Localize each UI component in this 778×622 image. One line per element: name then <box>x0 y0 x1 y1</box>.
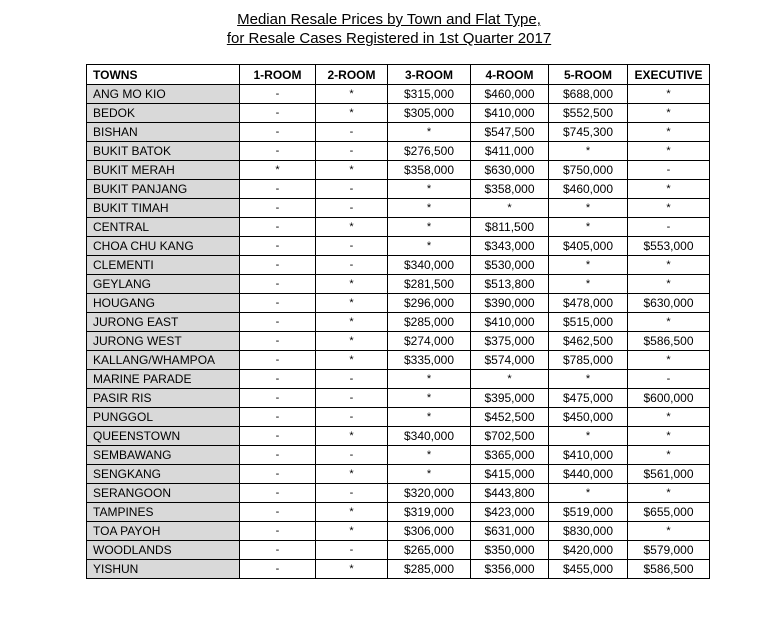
price-cell-executive: $561,000 <box>628 465 710 484</box>
price-cell-1-room: - <box>240 351 316 370</box>
price-cell-5-room: $552,500 <box>549 104 628 123</box>
price-cell-5-room: $830,000 <box>549 522 628 541</box>
town-name-cell: JURONG EAST <box>87 313 240 332</box>
price-cell-2-room: - <box>316 389 388 408</box>
price-cell-1-room: - <box>240 142 316 161</box>
price-cell-2-room: * <box>316 313 388 332</box>
price-cell-2-room: - <box>316 199 388 218</box>
table-row <box>87 85 710 104</box>
price-cell-3-room: * <box>388 408 471 427</box>
table-row <box>87 180 710 199</box>
price-cell-executive: $586,500 <box>628 560 710 579</box>
price-cell-1-room: - <box>240 180 316 199</box>
price-cell-2-room: * <box>316 503 388 522</box>
price-cell-3-room: $274,000 <box>388 332 471 351</box>
price-cell-1-room: - <box>240 199 316 218</box>
table-body <box>87 85 710 579</box>
price-cell-5-room: $478,000 <box>549 294 628 313</box>
price-cell-5-room: * <box>549 142 628 161</box>
price-cell-4-room: * <box>471 199 549 218</box>
table-row <box>87 237 710 256</box>
price-cell-executive: * <box>628 313 710 332</box>
price-cell-executive: * <box>628 142 710 161</box>
price-cell-3-room: $276,500 <box>388 142 471 161</box>
town-name-cell: WOODLANDS <box>87 541 240 560</box>
column-header-3-room: 3-ROOM <box>388 65 471 85</box>
price-cell-3-room: * <box>388 237 471 256</box>
price-cell-1-room: * <box>240 161 316 180</box>
column-header-1-room: 1-ROOM <box>240 65 316 85</box>
town-name-cell: BISHAN <box>87 123 240 142</box>
town-name-cell: HOUGANG <box>87 294 240 313</box>
table-row <box>87 446 710 465</box>
price-cell-4-room: $395,000 <box>471 389 549 408</box>
town-name-cell: KALLANG/WHAMPOA <box>87 351 240 370</box>
price-cell-1-room: - <box>240 313 316 332</box>
price-cell-4-room: $411,000 <box>471 142 549 161</box>
price-cell-3-room: * <box>388 218 471 237</box>
table-row <box>87 161 710 180</box>
price-cell-3-room: $281,500 <box>388 275 471 294</box>
price-cell-5-room: $785,000 <box>549 351 628 370</box>
price-cell-2-room: - <box>316 408 388 427</box>
town-name-cell: BEDOK <box>87 104 240 123</box>
price-cell-1-room: - <box>240 237 316 256</box>
price-cell-3-room: $340,000 <box>388 427 471 446</box>
price-cell-1-room: - <box>240 332 316 351</box>
price-cell-4-room: $452,500 <box>471 408 549 427</box>
price-cell-2-room: * <box>316 522 388 541</box>
price-cell-1-room: - <box>240 522 316 541</box>
price-cell-5-room: $745,300 <box>549 123 628 142</box>
table-row <box>87 218 710 237</box>
price-cell-2-room: - <box>316 180 388 199</box>
title-line-1: Median Resale Prices by Town and Flat Type, <box>237 11 541 28</box>
price-cell-2-room: * <box>316 161 388 180</box>
price-cell-4-room: $530,000 <box>471 256 549 275</box>
price-cell-3-room: $265,000 <box>388 541 471 560</box>
price-cell-4-room: $390,000 <box>471 294 549 313</box>
town-name-cell: TOA PAYOH <box>87 522 240 541</box>
price-cell-executive: $586,500 <box>628 332 710 351</box>
price-cell-4-room: $630,000 <box>471 161 549 180</box>
price-cell-5-room: $440,000 <box>549 465 628 484</box>
price-cell-executive: - <box>628 161 710 180</box>
price-cell-executive: * <box>628 427 710 446</box>
town-name-cell: CENTRAL <box>87 218 240 237</box>
price-cell-3-room: * <box>388 123 471 142</box>
price-cell-4-room: $631,000 <box>471 522 549 541</box>
price-cell-4-room: $460,000 <box>471 85 549 104</box>
price-cell-executive: * <box>628 256 710 275</box>
header-row <box>87 65 710 85</box>
price-cell-1-room: - <box>240 218 316 237</box>
table-row <box>87 503 710 522</box>
table-row <box>87 332 710 351</box>
price-cell-5-room: * <box>549 218 628 237</box>
price-cell-1-room: - <box>240 446 316 465</box>
town-name-cell: SENGKANG <box>87 465 240 484</box>
table-row <box>87 256 710 275</box>
price-cell-3-room: $315,000 <box>388 85 471 104</box>
column-header-4-room: 4-ROOM <box>471 65 549 85</box>
resale-prices-table <box>86 64 710 579</box>
price-cell-4-room: $365,000 <box>471 446 549 465</box>
price-cell-executive: * <box>628 85 710 104</box>
table-row <box>87 104 710 123</box>
price-cell-executive: * <box>628 408 710 427</box>
price-cell-1-room: - <box>240 256 316 275</box>
price-cell-executive: * <box>628 484 710 503</box>
price-cell-5-room: $688,000 <box>549 85 628 104</box>
price-cell-5-room: * <box>549 427 628 446</box>
town-name-cell: PUNGGOL <box>87 408 240 427</box>
price-cell-1-room: - <box>240 123 316 142</box>
price-cell-4-room: $423,000 <box>471 503 549 522</box>
town-name-cell: TAMPINES <box>87 503 240 522</box>
price-cell-2-room: * <box>316 351 388 370</box>
price-cell-executive: $553,000 <box>628 237 710 256</box>
price-cell-1-room: - <box>240 389 316 408</box>
price-cell-4-room: $811,500 <box>471 218 549 237</box>
price-cell-executive: $630,000 <box>628 294 710 313</box>
price-cell-executive: $655,000 <box>628 503 710 522</box>
price-cell-2-room: - <box>316 142 388 161</box>
price-cell-4-room: $350,000 <box>471 541 549 560</box>
table-row <box>87 313 710 332</box>
town-name-cell: SERANGOON <box>87 484 240 503</box>
price-cell-1-room: - <box>240 541 316 560</box>
column-header-executive: EXECUTIVE <box>628 65 710 85</box>
price-cell-4-room: * <box>471 370 549 389</box>
price-cell-5-room: * <box>549 256 628 275</box>
price-cell-3-room: $319,000 <box>388 503 471 522</box>
price-cell-2-room: - <box>316 256 388 275</box>
price-cell-4-room: $702,500 <box>471 427 549 446</box>
table-row <box>87 389 710 408</box>
price-cell-4-room: $343,000 <box>471 237 549 256</box>
price-cell-5-room: * <box>549 370 628 389</box>
price-cell-3-room: * <box>388 199 471 218</box>
price-cell-5-room: $420,000 <box>549 541 628 560</box>
town-name-cell: CHOA CHU KANG <box>87 237 240 256</box>
price-cell-4-room: $356,000 <box>471 560 549 579</box>
price-cell-2-room: * <box>316 275 388 294</box>
price-cell-executive: $579,000 <box>628 541 710 560</box>
price-cell-1-room: - <box>240 560 316 579</box>
town-name-cell: ANG MO KIO <box>87 85 240 104</box>
price-cell-1-room: - <box>240 275 316 294</box>
price-cell-4-room: $410,000 <box>471 313 549 332</box>
price-cell-executive: $600,000 <box>628 389 710 408</box>
price-cell-3-room: * <box>388 180 471 199</box>
price-cell-executive: - <box>628 218 710 237</box>
price-cell-5-room: * <box>549 275 628 294</box>
table-row <box>87 123 710 142</box>
price-cell-3-room: $306,000 <box>388 522 471 541</box>
table-row <box>87 294 710 313</box>
price-cell-3-room: * <box>388 446 471 465</box>
table-row <box>87 560 710 579</box>
town-name-cell: BUKIT PANJANG <box>87 180 240 199</box>
price-cell-2-room: - <box>316 446 388 465</box>
price-cell-2-room: * <box>316 427 388 446</box>
table-row <box>87 427 710 446</box>
price-cell-3-room: $335,000 <box>388 351 471 370</box>
price-cell-2-room: * <box>316 332 388 351</box>
town-name-cell: GEYLANG <box>87 275 240 294</box>
column-header-2-room: 2-ROOM <box>316 65 388 85</box>
price-cell-5-room: $519,000 <box>549 503 628 522</box>
price-cell-3-room: * <box>388 370 471 389</box>
price-cell-1-room: - <box>240 427 316 446</box>
town-name-cell: BUKIT MERAH <box>87 161 240 180</box>
town-name-cell: CLEMENTI <box>87 256 240 275</box>
table-row <box>87 465 710 484</box>
price-cell-executive: * <box>628 180 710 199</box>
price-cell-executive: * <box>628 199 710 218</box>
price-cell-2-room: - <box>316 237 388 256</box>
price-cell-3-room: $285,000 <box>388 313 471 332</box>
document-title <box>0 10 778 48</box>
price-cell-5-room: $750,000 <box>549 161 628 180</box>
price-cell-2-room: * <box>316 560 388 579</box>
table-row <box>87 275 710 294</box>
price-cell-3-room: * <box>388 389 471 408</box>
price-cell-5-room: $515,000 <box>549 313 628 332</box>
town-name-cell: BUKIT BATOK <box>87 142 240 161</box>
price-cell-1-room: - <box>240 408 316 427</box>
price-cell-2-room: - <box>316 370 388 389</box>
town-name-cell: YISHUN <box>87 560 240 579</box>
price-cell-3-room: $358,000 <box>388 161 471 180</box>
price-cell-5-room: * <box>549 484 628 503</box>
town-name-cell: BUKIT TIMAH <box>87 199 240 218</box>
table-row <box>87 370 710 389</box>
price-cell-1-room: - <box>240 370 316 389</box>
price-cell-2-room: * <box>316 218 388 237</box>
price-cell-5-room: $410,000 <box>549 446 628 465</box>
price-cell-5-room: * <box>549 199 628 218</box>
price-cell-5-room: $475,000 <box>549 389 628 408</box>
price-cell-2-room: - <box>316 484 388 503</box>
table-row <box>87 484 710 503</box>
price-cell-5-room: $405,000 <box>549 237 628 256</box>
price-cell-3-room: $296,000 <box>388 294 471 313</box>
price-cell-4-room: $358,000 <box>471 180 549 199</box>
price-cell-5-room: $460,000 <box>549 180 628 199</box>
price-cell-2-room: * <box>316 294 388 313</box>
price-cell-1-room: - <box>240 465 316 484</box>
column-header-5-room: 5-ROOM <box>549 65 628 85</box>
town-name-cell: QUEENSTOWN <box>87 427 240 446</box>
price-cell-executive: * <box>628 123 710 142</box>
price-cell-4-room: $547,500 <box>471 123 549 142</box>
price-cell-1-room: - <box>240 294 316 313</box>
town-name-cell: SEMBAWANG <box>87 446 240 465</box>
price-cell-2-room: - <box>316 123 388 142</box>
price-cell-4-room: $574,000 <box>471 351 549 370</box>
price-cell-executive: * <box>628 522 710 541</box>
price-cell-3-room: $285,000 <box>388 560 471 579</box>
price-cell-4-room: $410,000 <box>471 104 549 123</box>
town-name-cell: MARINE PARADE <box>87 370 240 389</box>
price-cell-1-room: - <box>240 85 316 104</box>
price-cell-4-room: $443,800 <box>471 484 549 503</box>
price-cell-executive: * <box>628 446 710 465</box>
price-cell-4-room: $415,000 <box>471 465 549 484</box>
price-cell-1-room: - <box>240 484 316 503</box>
price-cell-2-room: * <box>316 85 388 104</box>
table-row <box>87 408 710 427</box>
price-cell-executive: * <box>628 275 710 294</box>
price-cell-2-room: * <box>316 465 388 484</box>
table-row <box>87 351 710 370</box>
price-cell-3-room: $340,000 <box>388 256 471 275</box>
price-cell-3-room: * <box>388 465 471 484</box>
price-cell-5-room: $455,000 <box>549 560 628 579</box>
price-cell-4-room: $375,000 <box>471 332 549 351</box>
price-cell-2-room: * <box>316 104 388 123</box>
price-cell-3-room: $305,000 <box>388 104 471 123</box>
table-row <box>87 541 710 560</box>
table-row <box>87 522 710 541</box>
price-cell-1-room: - <box>240 503 316 522</box>
table-row <box>87 199 710 218</box>
price-cell-3-room: $320,000 <box>388 484 471 503</box>
town-name-cell: JURONG WEST <box>87 332 240 351</box>
town-name-cell: PASIR RIS <box>87 389 240 408</box>
title-line-2: for Resale Cases Registered in 1st Quarter 2017 <box>226 30 552 47</box>
price-cell-2-room: - <box>316 541 388 560</box>
price-cell-executive: - <box>628 370 710 389</box>
price-cell-1-room: - <box>240 104 316 123</box>
price-cell-5-room: $462,500 <box>549 332 628 351</box>
table-row <box>87 142 710 161</box>
price-cell-executive: * <box>628 351 710 370</box>
column-header-towns: TOWNS <box>87 65 240 85</box>
price-cell-4-room: $513,800 <box>471 275 549 294</box>
price-cell-5-room: $450,000 <box>549 408 628 427</box>
price-cell-executive: * <box>628 104 710 123</box>
